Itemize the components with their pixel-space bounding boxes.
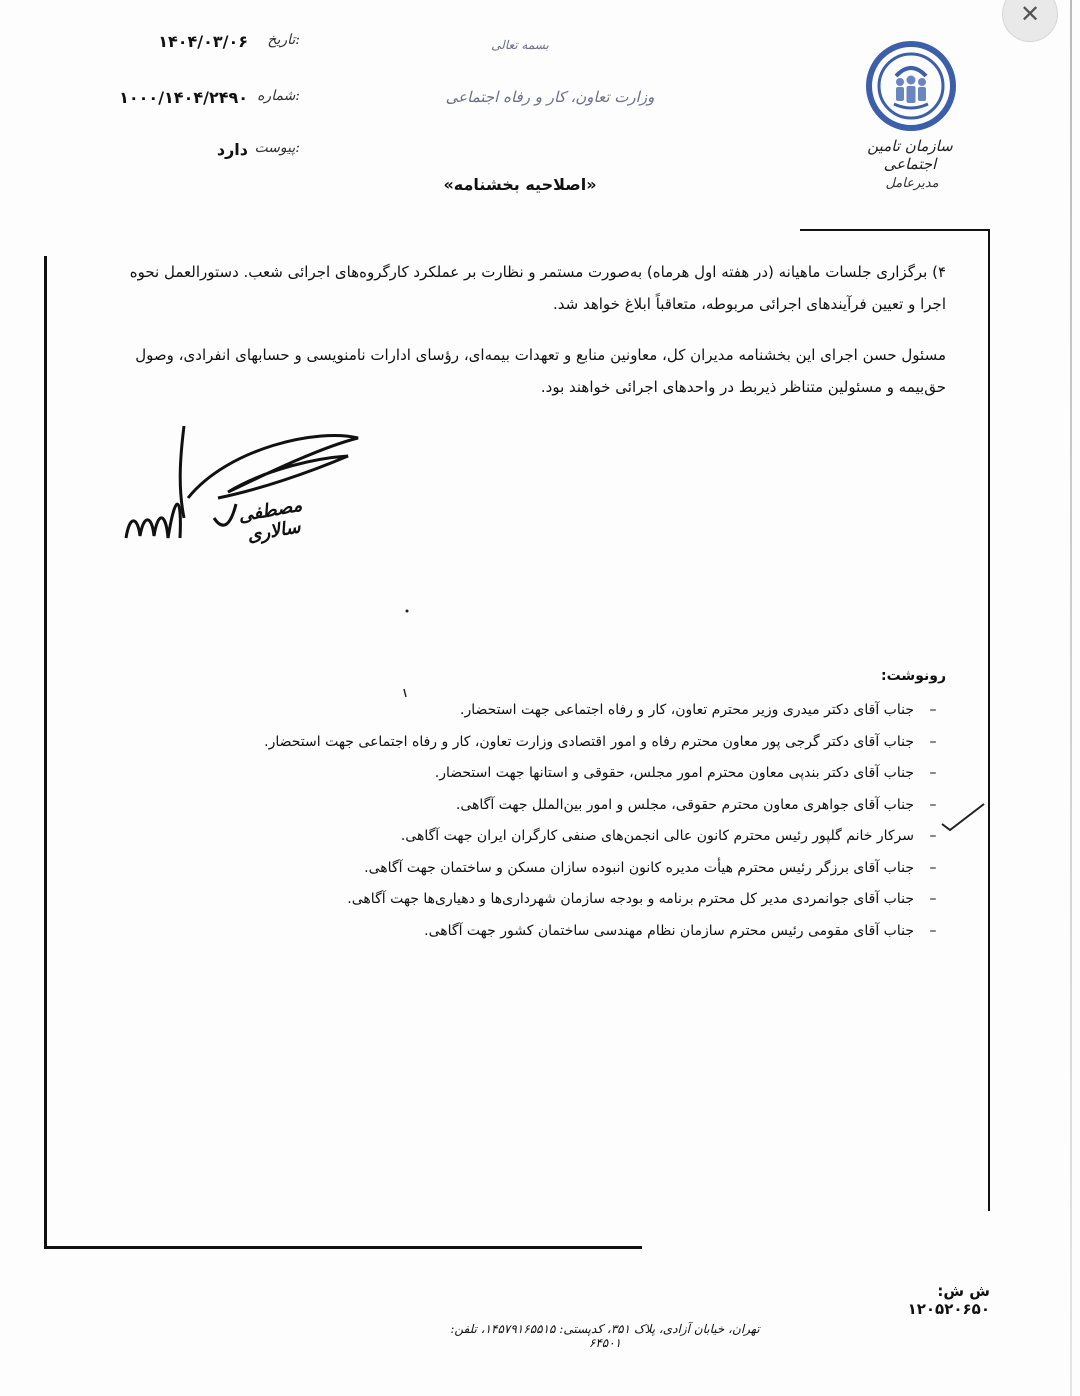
organization-name: سازمان تامین اجتماعی xyxy=(867,137,953,173)
attachment-row xyxy=(100,140,300,166)
date-row xyxy=(100,32,300,58)
serial-number xyxy=(850,1282,990,1318)
handwritten-checkmark-icon xyxy=(940,800,986,834)
serial-label: ش ش: xyxy=(937,1282,990,1300)
cc-heading: رونوشت: xyxy=(881,668,946,684)
cc-item: –جناب آقای دکتر میدری وزیر محترم تعاون، کار و رفاه اجتماعی جهت استحضار. xyxy=(460,702,937,718)
date-value: ۱۴۰۴/۰۳/۰۶ xyxy=(158,32,248,51)
cc-list xyxy=(180,695,946,947)
ministry-name: وزارت تعاون، کار و رفاه اجتماعی xyxy=(445,88,655,106)
pen-tick-mark xyxy=(400,688,410,698)
page-edge xyxy=(1070,0,1072,1396)
cc-item: –جناب آقای مقومی رئیس محترم سازمان نظام مهندسی ساختمان کشور جهت آگاهی. xyxy=(424,922,937,939)
number-row xyxy=(100,88,300,114)
attachment-value: دارد xyxy=(216,140,248,159)
frame-line-bottom xyxy=(44,1246,642,1249)
cc-item: –سرکار خانم گلپور رئیس محترم کانون عالی انجمن‌های صنفی کارگران ایران جهت آگاهی. xyxy=(400,828,937,844)
close-button[interactable] xyxy=(1002,0,1058,42)
cc-item: –جناب آقای برزگر رئیس محترم هیأت مدیره کانون انبوده سازان مسکن و ساختمان جهت آگاهی. xyxy=(364,859,937,876)
serial-value: ۱۲۰۵۲۰۶۵۰ xyxy=(907,1300,990,1318)
signer-name: مصطفی سالاری xyxy=(236,494,304,547)
document-title: «اصلاحیه بخشنامه» xyxy=(443,175,597,194)
attachment-label: پیوست: xyxy=(254,140,300,156)
bismillah-text: بسمه تعالی xyxy=(491,38,549,52)
frame-line-top xyxy=(800,229,990,231)
body-paragraph-1: ۴) برگزاری جلسات ماهیانه (در هفته اول هرماه) به‌صورت مستمر و نظارت بر عملکرد کارگروه‌های اجرائی شعب. دستورالعمل نحوه اجرا و تعیین فرآیندهای اجرائی مربوطه، متعاقباً ابلاغ خواهد شد. xyxy=(129,263,946,313)
number-label: شماره: xyxy=(257,88,300,104)
footer-address: تهران، خیابان آزادی، پلاک ۳۵۱، کدپستی: ۱۴۵۷۹۱۶۵۵۱۵، تلفن: ۶۴۵۰۱ xyxy=(450,1322,760,1350)
cc-item: –جناب آقای دکتر گرجی پور معاون محترم رفاه و امور اقتصادی وزارت تعاون، کار و رفاه اجتماعی جهت استحضار. xyxy=(264,733,937,750)
date-label: تاریخ: xyxy=(267,32,300,48)
cc-item: –جناب آقای دکتر بندپی معاون محترم امور مجلس، حقوقی و استانها جهت استحضار. xyxy=(434,765,937,781)
frame-line-left xyxy=(44,256,47,1246)
organization-logo xyxy=(866,40,956,132)
cc-item: –جناب آقای جوانمردی مدیر کل محترم برنامه و بودجه سازمان شهرداری‌ها و دهیاری‌ها جهت آگاهی. xyxy=(347,891,937,907)
pen-dot-mark xyxy=(402,606,412,616)
close-icon: ✕ xyxy=(1019,0,1041,28)
number-value: ۱۰۰۰/۱۴۰۴/۲۴۹۰ xyxy=(119,88,248,107)
cc-item: –جناب آقای جواهری معاون محترم حقوقی، مجلس و امور بین‌الملل جهت آگاهی. xyxy=(455,796,937,813)
body-paragraph-2: مسئول حسن اجرای این بخشنامه مدیران کل، معاونین منابع و تعهدات بیمه‌ای، رؤسای ادارات نامنویسی و حسابهای انفرادی، وصول حق‌بیمه و مسئولین متناظر ذیربط در واحدهای اجرائی خواهند بود. xyxy=(135,346,946,396)
frame-line-right xyxy=(988,229,990,1211)
department-name: مدیرعامل xyxy=(885,176,939,191)
